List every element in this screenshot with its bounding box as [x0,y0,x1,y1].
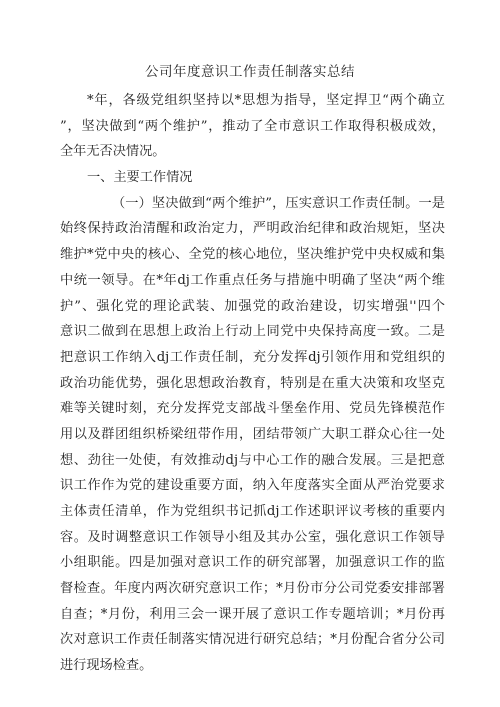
paragraph-line: 主体责任清单，作为党组织书记抓dj工作述职评议考核的重要内 [60,504,445,519]
paragraph-line: *年，各级党组织坚持以*思想为指导，坚定捍卫“两个确立 [87,93,445,108]
paragraph-line: 难等关键时刻，充分发挥党支部战斗堡垒作用、党员先锋模范作 [60,401,445,417]
paragraph-line: 识工作作为党的建设重要方面，纳入年度落实全面从严治党要求 [60,478,445,494]
section-heading: 一、主要工作情况 [87,170,193,186]
paragraph-line: 政治功能优势，强化思想政治教育，特别是在重大决策和攻坚克 [60,375,445,391]
paragraph-line: 始终保持政治清醒和政治定力，严明政治纪律和政治规矩，坚决 [60,221,445,237]
paragraph-line: 中统一领导。在*年dj工作重点任务与措施中明确了坚决“两个维 [60,272,445,288]
paragraph-line: 容。及时调整意识工作领导小组及其办公室，强化意识工作领导 [60,529,445,545]
document-body [60,88,445,679]
paragraph-line: 自查；*月份，利用三会一课开展了意识工作专题培训；*月份再 [60,606,445,622]
paragraph-line: 小组职能。四是加强对意识工作的研究部署，加强意识工作的监 [60,555,445,571]
paragraph-line: ”，坚决做到“两个维护”，推动了全市意识工作取得积极成效， [60,118,445,134]
paragraph-line: 护”、强化党的理论武装、加强党的政治建设，切实增强''四个 [60,298,445,314]
document-title: 公司年度意识工作责任制落实总结 [145,64,355,80]
paragraph-line: 全年无否决情况。 [60,144,166,160]
paragraph-line: 督检查。年度内两次研究意识工作；*月份市分公司党委安排部署 [60,581,445,597]
paragraph-line: 维护*党中央的核心、全党的核心地位，坚决维护党中央权威和集 [60,247,445,263]
paragraph-line: 次对意识工作责任制落实情况进行研究总结；*月份配合省分公司 [60,632,445,648]
paragraph-line: （一）坚决做到“两个维护”，压实意识工作责任制。一是 [112,195,445,211]
paragraph-line: 把意识工作纳入dj工作责任制，充分发挥dj引领作用和党组织的 [60,349,445,365]
paragraph-line: 进行现场检查。 [60,658,153,674]
paragraph-line: 想、劲往一处使，有效推动dj与中心工作的融合发展。三是把意 [60,452,445,468]
paragraph-line: 意识二做到在思想上政治上行动上同党中央保持高度一致。二是 [60,324,445,340]
paragraph-line: 用以及群团组织桥梁纽带作用，团结带领广大职工群众心往一处 [60,426,445,442]
